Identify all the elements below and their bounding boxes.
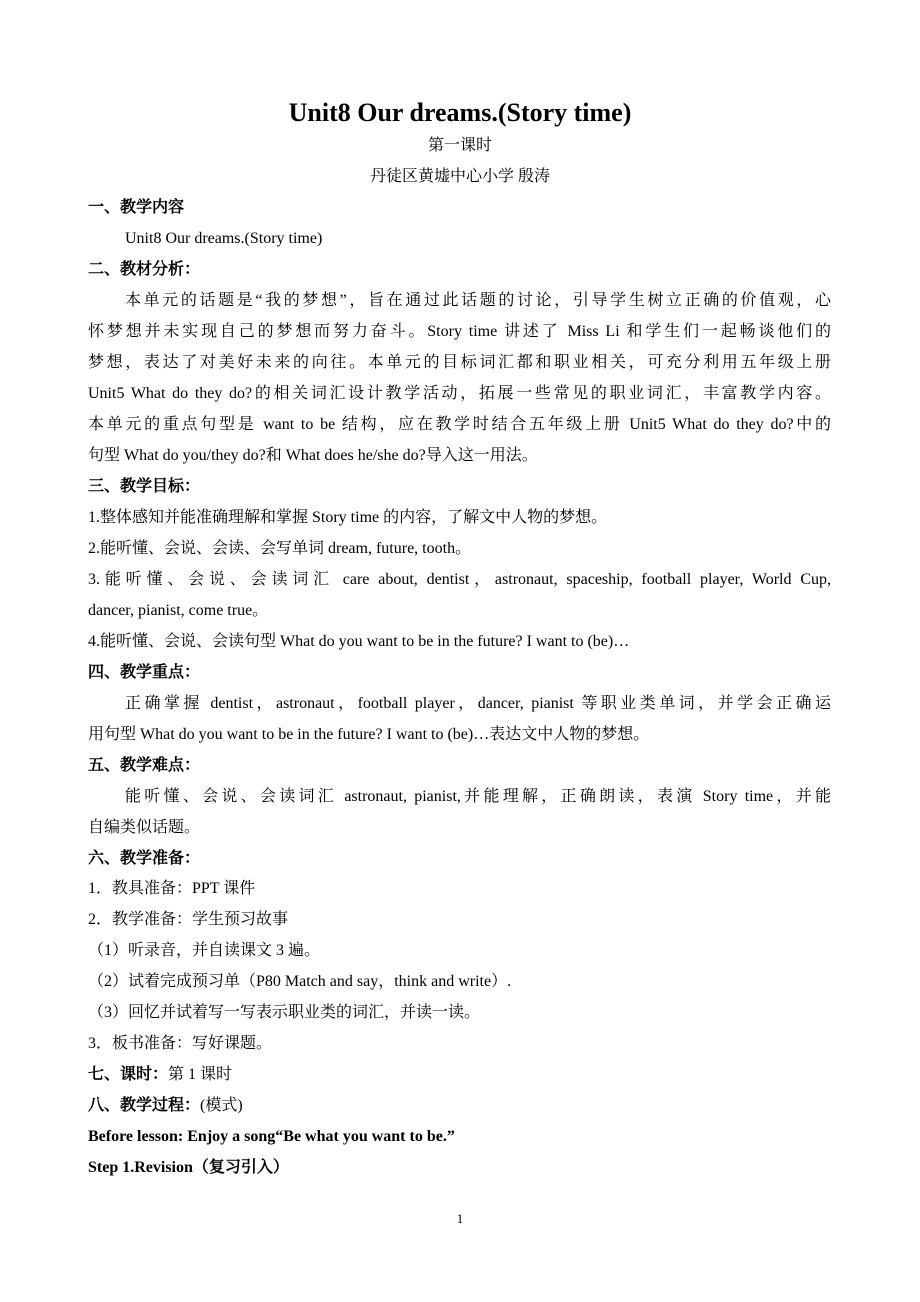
section-5-line: 自编类似话题。 [88,819,201,836]
section-2-line: Unit5 What do they do?的相关词汇设计教学活动，拓展一些常见的职业词汇，丰富教学内容。 [88,385,831,402]
section-8-line [88,1096,243,1116]
objective-item-continued: dancer, pianist, come true。 [88,602,269,619]
section-7-line [88,1065,232,1085]
section-2-heading: 二、教材分析： [88,261,201,278]
section-4-line: 正确掌握 dentist，astronaut，football player，dancer, pianist 等职业类单词，并学会正确运 [125,695,831,712]
section-7-heading: 七、课时： [88,1066,169,1083]
preparation-item: 2．教学准备：学生预习故事 [88,911,289,928]
objective-item: 4.能听懂、会说、会读句型 What do you want to be in the future? I want to (be)… [88,633,630,650]
section-2-line: 怀梦想并未实现自己的梦想而努力奋斗。Story time 讲述了 Miss Li 和学生们一起畅谈他们的 [88,323,831,340]
section-4-heading: 四、教学重点： [88,664,201,681]
page-number: 1 [456,1211,464,1226]
section-8-value: (模式) [200,1097,243,1114]
section-2-line: 本单元的话题是“我的梦想”，旨在通过此话题的讨论，引导学生树立正确的价值观，心 [125,292,831,309]
section-7-value: 第 1 课时 [168,1066,233,1083]
section-5-line: 能听懂、会说、会读词汇 astronaut, pianist,并能理解，正确朗读，表演 Story time，并能 [125,788,831,805]
section-1-heading: 一、教学内容 [88,199,185,216]
lesson-subtitle: 第一课时 [427,137,492,154]
objective-item: 3.能听懂、会说、会读词汇 care about, dentist，astronaut, spaceship, football player, World Cup, [88,571,831,588]
objective-item: 1.整体感知并能准确理解和掌握 Story time 的内容，了解文中人物的梦想。 [88,509,608,526]
preparation-item: 1．教具准备：PPT 课件 [88,880,256,897]
step-1-heading: Step 1.Revision（复习引入） [88,1159,289,1176]
objective-item: 2.能听懂、会说、会读、会写单词 dream, future, tooth。 [88,540,472,557]
document-title: Unit8 Our dreams.(Story time) [288,98,632,127]
section-4-line: 用句型 What do you want to be in the future? I want to (be)…表达文中人物的梦想。 [88,726,650,743]
section-8-heading: 八、教学过程： [88,1097,201,1114]
section-6-heading: 六、教学准备： [88,850,201,867]
preparation-item: 3．板书准备：写好课题。 [88,1035,273,1052]
section-2-line: 句型 What do you/they do?和 What does he/she do?导入这一用法。 [88,447,538,464]
section-2-line: 本单元的重点句型是 want to be 结构，应在教学时结合五年级上册 Unit5 What do they do?中的 [88,416,831,433]
preparation-subitem: （2）试着完成预习单（P80 Match and say，think and write）. [88,973,512,990]
preparation-subitem: （3）回忆并试着写一写表示职业类的词汇，并读一读。 [88,1004,481,1021]
author-line: 丹徒区黄墟中心小学 殷涛 [369,168,550,185]
before-lesson-line: Before lesson: Enjoy a song“Be what you want to be.” [88,1128,455,1145]
section-3-heading: 三、教学目标： [88,478,201,495]
section-5-heading: 五、教学难点： [88,757,201,774]
section-1-body: Unit8 Our dreams.(Story time) [125,230,323,247]
section-2-line: 梦想，表达了对美好未来的向往。本单元的目标词汇都和职业相关，可充分利用五年级上册 [88,354,831,371]
preparation-subitem: （1）听录音，并自读课文 3 遍。 [88,942,321,959]
